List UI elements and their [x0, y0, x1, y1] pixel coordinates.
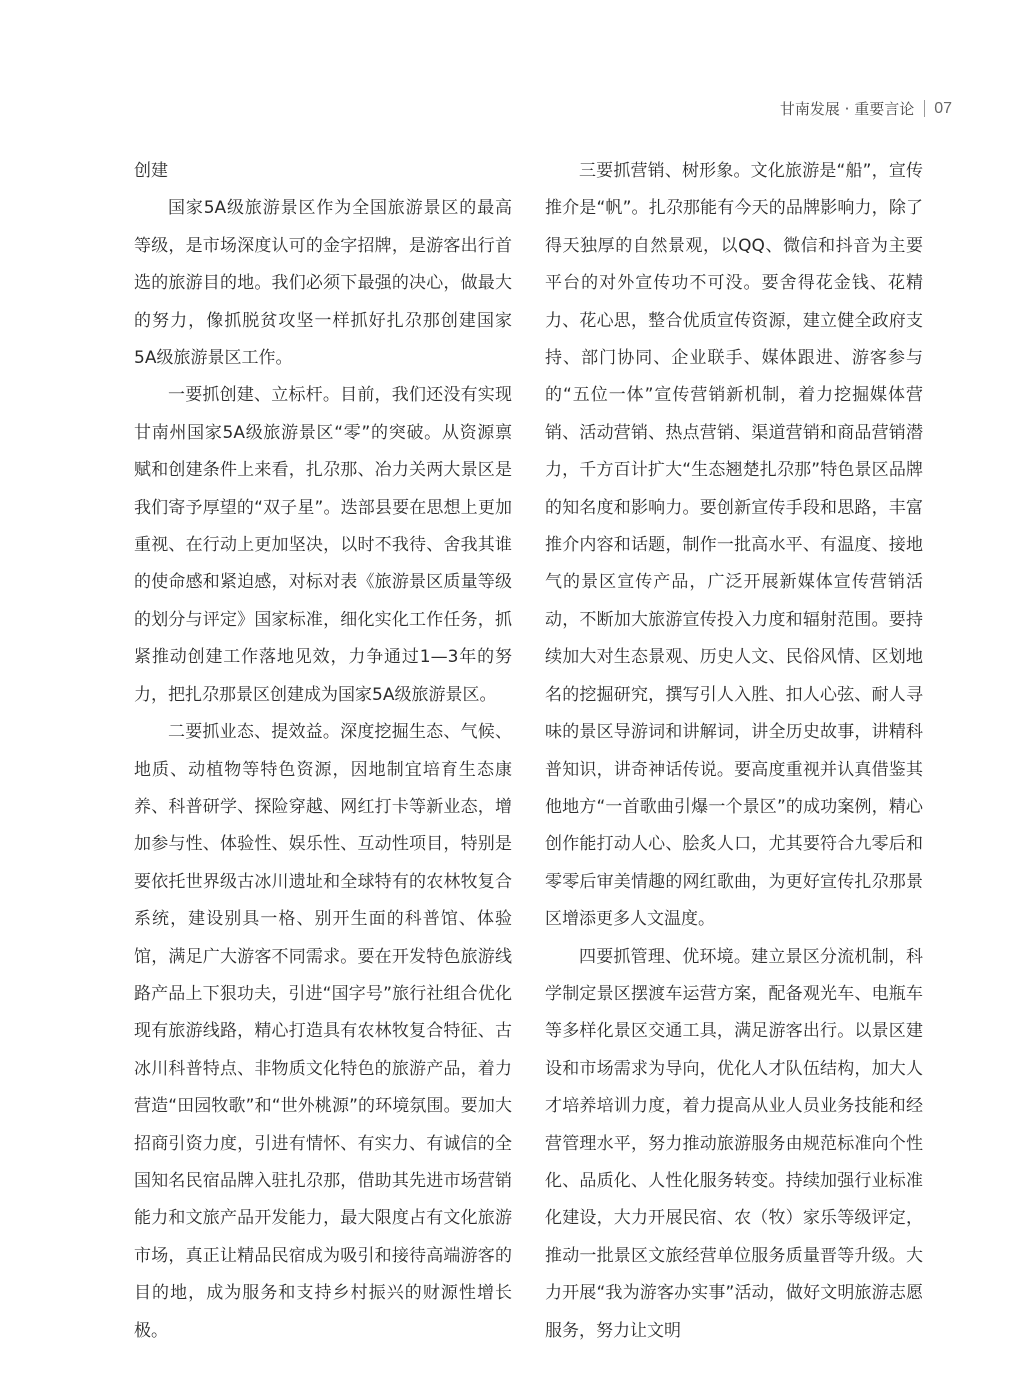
section-title: 甘南发展 · 重要言论 [779, 100, 915, 118]
left-column [134, 153, 512, 1350]
paragraph-point-2: 二要抓业态、提效益。深度挖掘生态、气候、地质、动植物等特色资源，因地制宜培育生态康养、科普研学、探险穿越、网红打卡等新业态，增加参与性、体验性、娱乐性、互动性项目，特别是要依托世界级古冰川遗址和全球特有的农林牧复合系统，建设别具一格、别开生面的科普馆、体验馆，满足广大游客不同需求。要在开发特色旅游线路产品上下狠功夫，引进“国字号”旅行社组合优化现有旅游线路，精心打造具有农林牧复合特征、古冰川科普特点、非物质文化特色的旅游产品，着力营造“田园牧歌”和“世外桃源”的环境氛围。要加大招商引资力度，引进有情怀、有实力、有诚信的全国知名民宿品牌入驻扎尕那，借助其先进市场营销能力和文旅产品开发能力，最大限度占有文化旅游市场，真正让精品民宿成为吸引和接待高端游客的目的地，成为服务和支持乡村振兴的财源性增长极。 [134, 722, 512, 1341]
paragraph-point-4: 四要抓管理、优环境。建立景区分流机制，科学制定景区摆渡车运营方案，配备观光车、电瓶车等多样化景区交通工具，满足游客出行。以景区建设和市场需求为导向，优化人才队伍结构，加大人才培养培训力度，着力提高从业人员业务技能和经营管理水平，努力推动旅游服务由规范标准向个性化、品质化、人性化服务转变。持续加强行业标准化建设，大力开展民宿、农（牧）家乐等级评定，推动一批景区文旅经营单位服务质量晋等升级。大力开展“我为游客办实事”活动，做好文明旅游志愿服务，努力让文明 [545, 946, 923, 1341]
running-header [780, 98, 952, 119]
page-number: 07 [934, 99, 952, 117]
paragraph-point-3: 三要抓营销、树形象。文化旅游是“船”，宣传推介是“帆”。扎尕那能有今天的品牌影响力，除了得天独厚的自然景观，以QQ、微信和抖音为主要平台的对外宣传功不可没。要舍得花金钱、花精力、花心思，整合优质宣传资源，建立健全政府支持、部门协同、企业联手、媒体跟进、游客参与的“五位一体”宣传营销新机制，着力挖掘媒体营销、活动营销、热点营销、渠道营销和商品营销潜力，千方百计扩大“生态翘楚扎尕那”特色景区品牌的知名度和影响力。要创新宣传手段和思路，丰富推介内容和话题，制作一批高水平、有温度、接地气的景区宣传产品，广泛开展新媒体宣传营销活动，不断加大旅游宣传投入力度和辐射范围。要持续加大对生态景观、历史人文、民俗风情、区划地名的挖掘研究，撰写引人入胜、扣人心弦、耐人寻味的景区导游词和讲解词，讲全历史故事，讲精科普知识，讲奇神话传说。要高度重视并认真借鉴其他地方“一首歌曲引爆一个景区”的成功案例，精心创作能打动人心、脍炙人口，尤其要符合九零后和零零后审美情趣的网红歌曲，为更好宣传扎尕那景区增添更多人文温度。 [545, 161, 923, 930]
header-divider [924, 100, 925, 117]
paragraph-continuation: 创建 [134, 161, 168, 181]
right-column [545, 153, 923, 1350]
paragraph-intro: 国家5A级旅游景区作为全国旅游景区的最高等级，是市场深度认可的金字招牌，是游客出行首选的旅游目的地。我们必须下最强的决心，做最大的努力，像抓脱贫攻坚一样抓好扎尕那创建国家5A级旅游景区工作。 [134, 198, 512, 369]
paragraph-point-1: 一要抓创建、立标杆。目前，我们还没有实现甘南州国家5A级旅游景区“零”的突破。从资源禀赋和创建条件上来看，扎尕那、冶力关两大景区是我们寄予厚望的“双子星”。迭部县要在思想上更加重视、在行动上更加坚决，以时不我待、舍我其谁的使命感和紧迫感，对标对表《旅游景区质量等级的划分与评定》国家标准，细化实化工作任务，抓紧推动创建工作落地见效，力争通过1—3年的努力，把扎尕那景区创建成为国家5A级旅游景区。 [134, 385, 512, 705]
